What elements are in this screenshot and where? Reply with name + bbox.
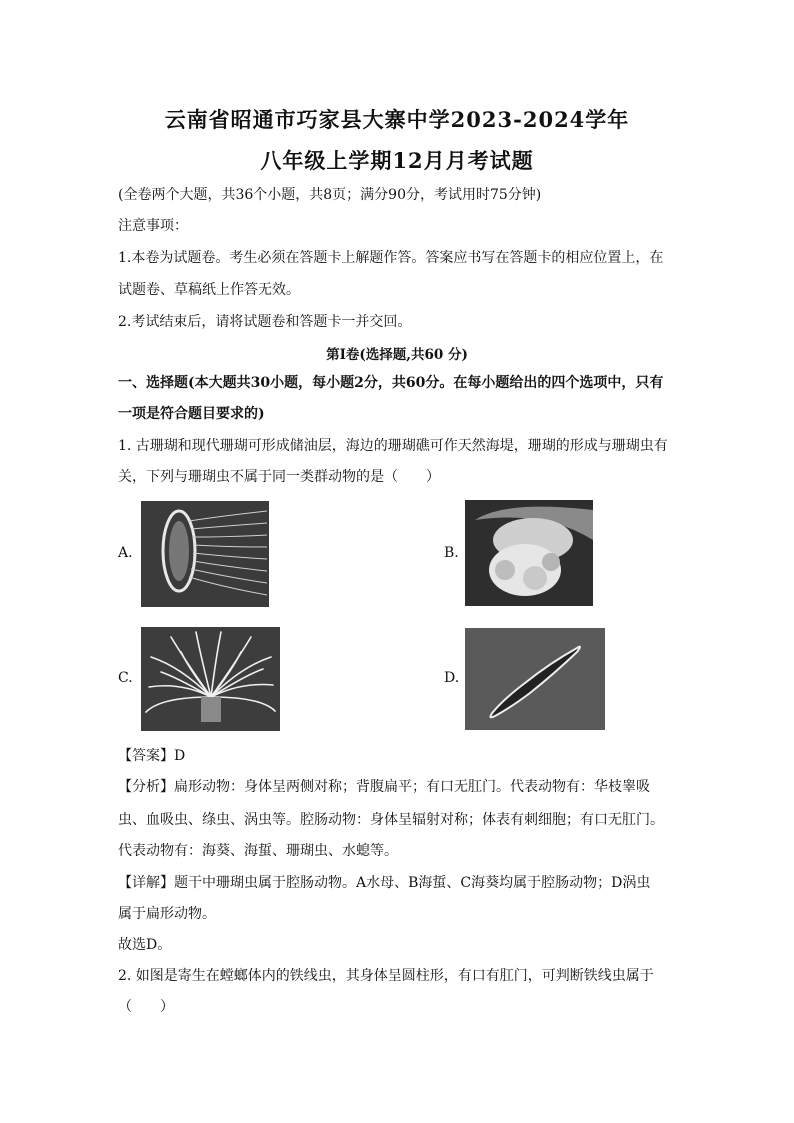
conclusion: 故选D。 <box>118 937 172 953</box>
analysis-text-1: 扁形动物：身体呈两侧对称；背腹扁平；有口无肛门。代表动物有：华枝睾吸 <box>174 779 650 795</box>
detail-text-1: 题干中珊瑚虫属于腔肠动物。A水母、B海蜇、C海葵均属于腔肠动物；D涡虫 <box>174 875 651 891</box>
section-1-line-1: 一、选择题(本大题共30小题，每小题2分，共60分。在每小题给出的四个选项中，只有 <box>118 375 664 391</box>
notice-1-line-2: 试题卷、草稿纸上作答无效。 <box>118 282 300 298</box>
option-d-label: D. <box>444 670 460 686</box>
question-1-line-1: 1. 古珊瑚和现代珊瑚可形成储油层，海边的珊瑚礁可作天然海堤，珊瑚的形成与珊瑚虫有 <box>118 438 668 454</box>
sea-anemone-image <box>141 627 280 731</box>
question-2-line-2: （ ） <box>118 999 174 1015</box>
title-line-1: 云南省昭通市巧家县大寨中学2023-2024学年 <box>164 107 630 132</box>
question-1-line-2: 关，下列与珊瑚虫不属于同一类群动物的是（ ） <box>118 469 440 485</box>
jellyfish-image <box>141 501 269 607</box>
analysis-line-2: 虫、血吸虫、绦虫、涡虫等。腔肠动物：身体呈辐射对称；体表有刺细胞；有口无肛门。 <box>118 812 664 828</box>
notice-heading: 注意事项： <box>118 218 188 234</box>
option-b-label: B. <box>444 545 459 561</box>
option-c-label: C. <box>118 670 133 686</box>
sea-jelly-image <box>465 500 593 606</box>
detail-label: 【详解】 <box>118 875 174 891</box>
detail-line-2: 属于扁形动物。 <box>118 906 216 922</box>
part-title: 第Ⅰ卷(选择题,共60 分) <box>326 347 468 363</box>
answer-label: 【答案】 <box>118 748 174 764</box>
section-1-line-2: 一项是符合题目要求的) <box>118 406 265 422</box>
detail-line-1 <box>118 873 678 893</box>
notice-2: 2.考试结束后，请将试题卷和答题卡一并交回。 <box>118 314 412 330</box>
title-line-2: 八年级上学期12月月考试题 <box>260 148 534 173</box>
notice-1-line-1: 1.本卷为试题卷。考生必须在答题卡上解题作答。答案应书写在答题卡的相应位置上，在 <box>118 250 664 266</box>
analysis-line-3: 代表动物有：海葵、海蜇、珊瑚虫、水螅等。 <box>118 843 398 859</box>
answer-line <box>118 746 678 766</box>
analysis-label: 【分析】 <box>118 779 174 795</box>
flatworm-image <box>465 628 605 730</box>
analysis-line-1 <box>118 777 678 797</box>
exam-info: (全卷两个大题，共36个小题，共8页；满分90分，考试用时75分钟) <box>118 187 542 203</box>
answer-value: D <box>174 748 186 764</box>
question-2-line-1: 2. 如图是寄生在螳螂体内的铁线虫，其身体呈圆柱形，有口有肛门，可判断铁线虫属于 <box>118 968 654 984</box>
option-a-label: A. <box>118 545 133 561</box>
